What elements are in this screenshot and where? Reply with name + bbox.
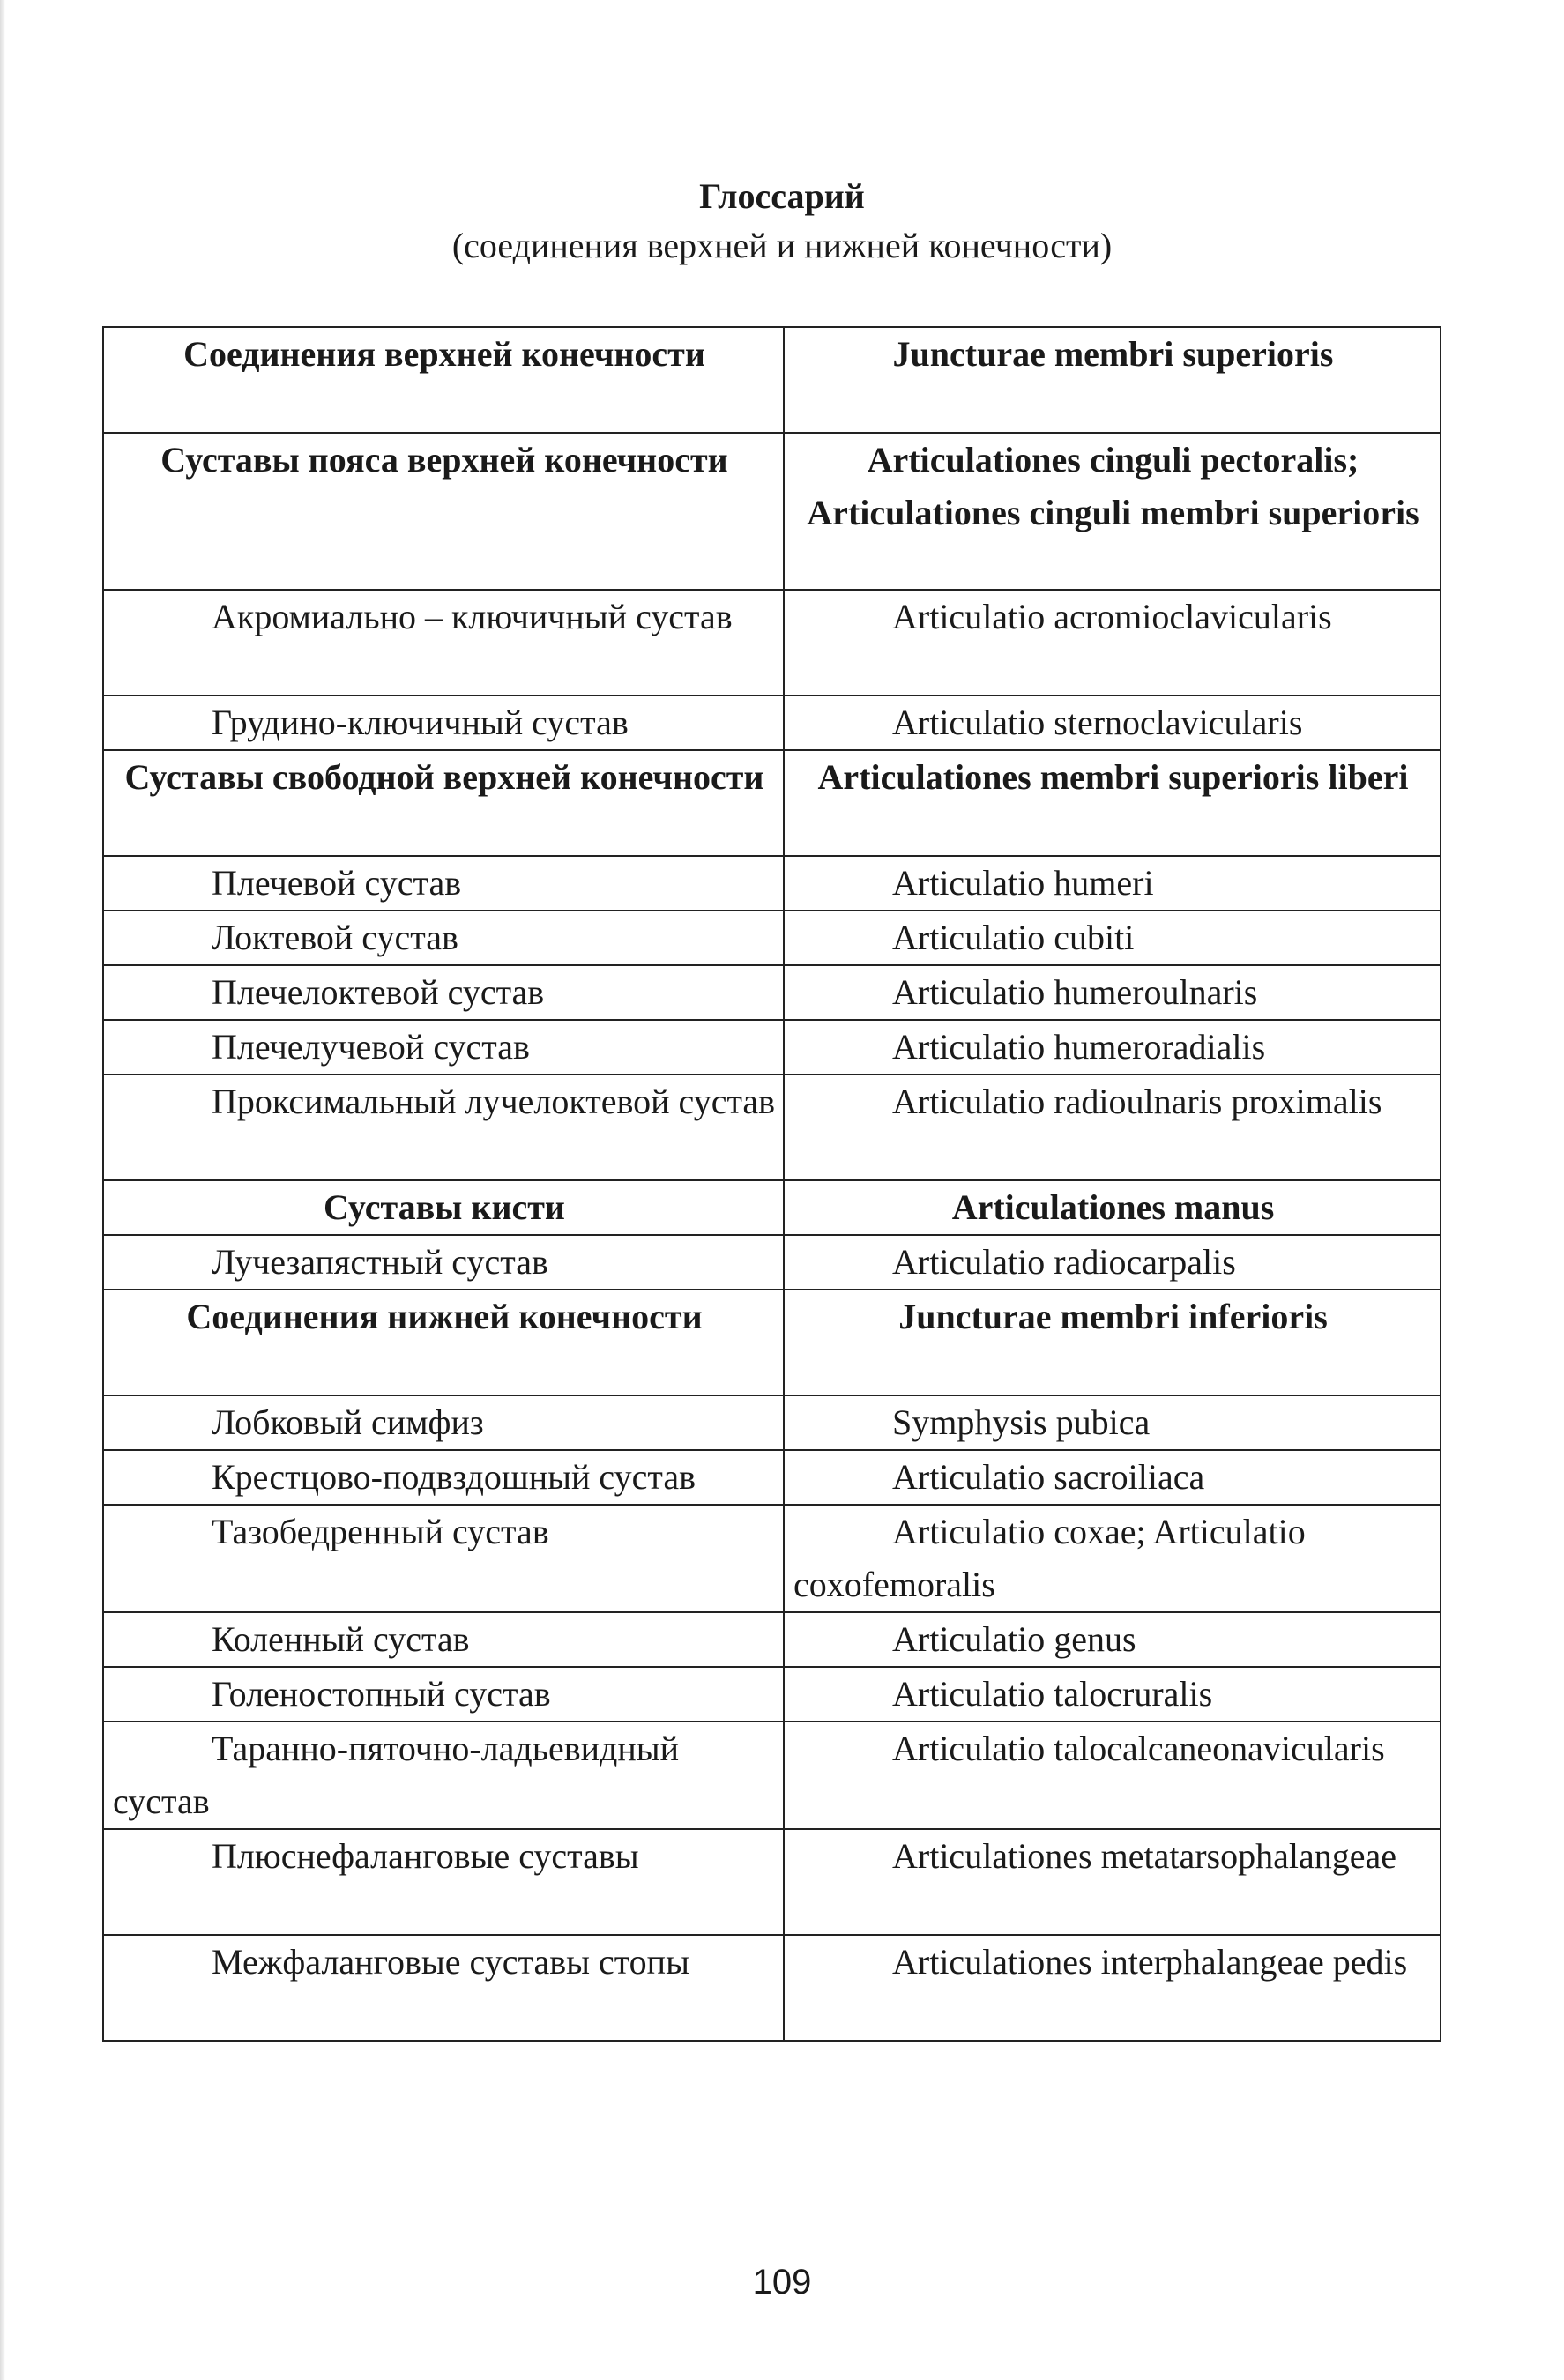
latin-term: Articulatio acromioclavicularis (784, 590, 1441, 695)
latin-term: Symphysis pubica (784, 1395, 1441, 1450)
table-row (103, 1505, 1441, 1612)
table-row (103, 1612, 1441, 1667)
latin-term: Articulatio humeroradialis (784, 1020, 1441, 1075)
section-russian-term: Соединения нижней конечности (103, 1290, 784, 1395)
table-row (103, 695, 1441, 750)
russian-term: Локтевой сустав (103, 911, 784, 965)
russian-term: Лучезапястный сустав (103, 1235, 784, 1290)
russian-term: Проксимальный лучелоктевой сустав (103, 1075, 784, 1180)
latin-term: Articulationes interphalangeae pedis (784, 1935, 1441, 2041)
russian-term: Межфаланговые суставы стопы (103, 1935, 784, 2041)
section-latin-term: Articulationes membri superioris liberi (784, 750, 1441, 856)
latin-term: Articulatio radioulnaris proximalis (784, 1075, 1441, 1180)
russian-term: Коленный сустав (103, 1612, 784, 1667)
latin-term: Articulatio radiocarpalis (784, 1235, 1441, 1290)
russian-term: Акромиально – ключичный сустав (103, 590, 784, 695)
table-row (103, 911, 1441, 965)
section-row (103, 1180, 1441, 1235)
latin-term: Articulatio humeri (784, 856, 1441, 911)
table-row (103, 1935, 1441, 2041)
page-title: Глоссарий (699, 176, 865, 216)
section-row (103, 433, 1441, 590)
russian-term: Плечевой сустав (103, 856, 784, 911)
table-row (103, 1667, 1441, 1722)
latin-term: Articulatio genus (784, 1612, 1441, 1667)
page-number: 109 (752, 2263, 812, 2302)
russian-term: Плечелучевой сустав (103, 1020, 784, 1075)
latin-term: Articulatio humeroulnaris (784, 965, 1441, 1020)
latin-term: Articulatio coxae; Articulatio coxofemoralis (784, 1505, 1441, 1612)
table-row (103, 1235, 1441, 1290)
table-row (103, 590, 1441, 695)
russian-term: Тазобедренный сустав (103, 1505, 784, 1612)
latin-term: Articulatio talocruralis (784, 1667, 1441, 1722)
glossary-table-body (103, 327, 1441, 2041)
section-russian-term: Суставы пояса верхней конечности (103, 433, 784, 590)
russian-term: Крестцово-подвздошный сустав (103, 1450, 784, 1505)
russian-term: Лобковый симфиз (103, 1395, 784, 1450)
latin-term: Articulatio sternoclavicularis (784, 695, 1441, 750)
page-edge-shadow (0, 0, 5, 2380)
latin-term: Articulationes metatarsophalangeae (784, 1829, 1441, 1935)
table-row (103, 1829, 1441, 1935)
table-row (103, 1450, 1441, 1505)
section-row (103, 1290, 1441, 1395)
table-row (103, 1395, 1441, 1450)
table-row (103, 1075, 1441, 1180)
latin-term: Articulatio sacroiliaca (784, 1450, 1441, 1505)
table-row (103, 856, 1441, 911)
russian-term: Грудино-ключичный сустав (103, 695, 784, 750)
section-latin-term: Articulationes manus (784, 1180, 1441, 1235)
latin-term: Articulatio talocalcaneonavicularis (784, 1722, 1441, 1829)
glossary-table (102, 326, 1441, 2042)
page-subtitle: (соединения верхней и нижней конечности) (451, 226, 1113, 265)
russian-term: Голеностопный сустав (103, 1667, 784, 1722)
table-row (103, 965, 1441, 1020)
latin-term: Articulatio cubiti (784, 911, 1441, 965)
section-row (103, 327, 1441, 433)
russian-term: Таранно-пяточно-ладьевидный сустав (103, 1722, 784, 1829)
section-latin-term: Juncturae membri superioris (784, 327, 1441, 433)
table-row (103, 1020, 1441, 1075)
russian-term: Плюснефаланговые суставы (103, 1829, 784, 1935)
section-russian-term: Суставы свободной верхней конечности (103, 750, 784, 856)
table-row (103, 1722, 1441, 1829)
section-latin-term: Articulationes cinguli pectoralis; Articulationes cinguli membri superioris (784, 433, 1441, 590)
section-latin-term: Juncturae membri inferioris (784, 1290, 1441, 1395)
section-russian-term: Соединения верхней конечности (103, 327, 784, 433)
section-row (103, 750, 1441, 856)
russian-term: Плечелоктевой сустав (103, 965, 784, 1020)
section-russian-term: Суставы кисти (103, 1180, 784, 1235)
